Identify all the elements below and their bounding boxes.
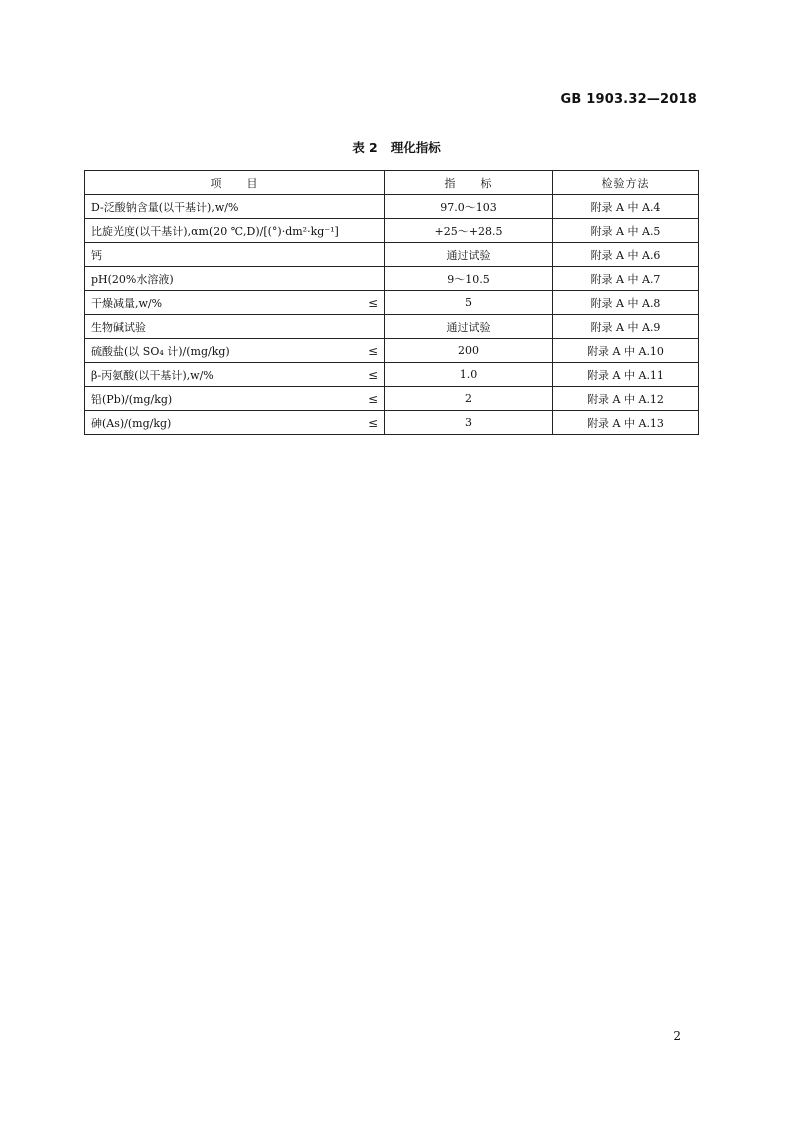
- table-row: [85, 363, 699, 387]
- index-cell: 1.0: [385, 363, 553, 387]
- item-text: 钙: [91, 248, 102, 262]
- index-cell: 3: [385, 411, 553, 435]
- physicochemical-spec-table: [84, 170, 699, 435]
- leq-symbol: ≤: [367, 415, 378, 430]
- index-cell: 9～10.5: [385, 267, 553, 291]
- index-cell: 通过试验: [385, 315, 553, 339]
- item-text: 干燥减量,w/%: [91, 296, 163, 310]
- method-cell: 附录 A 中 A.13: [553, 411, 699, 435]
- method-cell: 附录 A 中 A.8: [553, 291, 699, 315]
- method-cell: 附录 A 中 A.12: [553, 387, 699, 411]
- leq-symbol: ≤: [367, 367, 378, 382]
- item-cell: [85, 243, 385, 267]
- table-row: [85, 387, 699, 411]
- column-header-method: 检验方法: [553, 171, 699, 195]
- item-cell: [85, 315, 385, 339]
- item-cell: [85, 219, 385, 243]
- item-text: 硫酸盐(以 SO₄ 计)/(mg/kg): [91, 344, 230, 358]
- method-cell: 附录 A 中 A.10: [553, 339, 699, 363]
- item-text: D-泛酸钠含量(以干基计),w/%: [91, 200, 239, 214]
- leq-symbol: ≤: [367, 343, 378, 358]
- index-cell: 5: [385, 291, 553, 315]
- index-cell: 2: [385, 387, 553, 411]
- table-row: [85, 243, 699, 267]
- index-cell: 200: [385, 339, 553, 363]
- item-text: β-丙氨酸(以干基计),w/%: [91, 368, 214, 382]
- item-cell: [85, 387, 385, 411]
- table-row: [85, 339, 699, 363]
- item-text: pH(20%水溶液): [91, 272, 174, 286]
- table-header-row: [85, 171, 699, 195]
- item-text: 铅(Pb)/(mg/kg): [91, 392, 173, 406]
- method-cell: 附录 A 中 A.11: [553, 363, 699, 387]
- column-header-index: 指 标: [385, 171, 553, 195]
- index-cell: 97.0～103: [385, 195, 553, 219]
- item-cell: [85, 363, 385, 387]
- item-cell: [85, 195, 385, 219]
- table-caption: 表 2 理化指标: [352, 140, 441, 155]
- column-header-item: 项 目: [85, 171, 385, 195]
- item-cell: [85, 339, 385, 363]
- table-row: [85, 267, 699, 291]
- method-cell: 附录 A 中 A.9: [553, 315, 699, 339]
- item-text: 生物碱试验: [91, 320, 146, 334]
- leq-symbol: ≤: [367, 391, 378, 406]
- item-text: 砷(As)/(mg/kg): [91, 416, 172, 430]
- item-cell: [85, 411, 385, 435]
- item-text: 比旋光度(以干基计),αm(20 ℃,D)/[(°)·dm²·kg⁻¹]: [91, 224, 339, 238]
- item-cell: [85, 291, 385, 315]
- table-row: [85, 411, 699, 435]
- page-number: 2: [673, 1029, 681, 1043]
- table-row: [85, 291, 699, 315]
- method-cell: 附录 A 中 A.4: [553, 195, 699, 219]
- method-cell: 附录 A 中 A.5: [553, 219, 699, 243]
- table-row: [85, 195, 699, 219]
- table-row: [85, 219, 699, 243]
- item-cell: [85, 267, 385, 291]
- method-cell: 附录 A 中 A.7: [553, 267, 699, 291]
- standard-code: GB 1903.32—2018: [560, 92, 697, 107]
- table-row: [85, 315, 699, 339]
- leq-symbol: ≤: [367, 295, 378, 310]
- index-cell: 通过试验: [385, 243, 553, 267]
- index-cell: +25～+28.5: [385, 219, 553, 243]
- method-cell: 附录 A 中 A.6: [553, 243, 699, 267]
